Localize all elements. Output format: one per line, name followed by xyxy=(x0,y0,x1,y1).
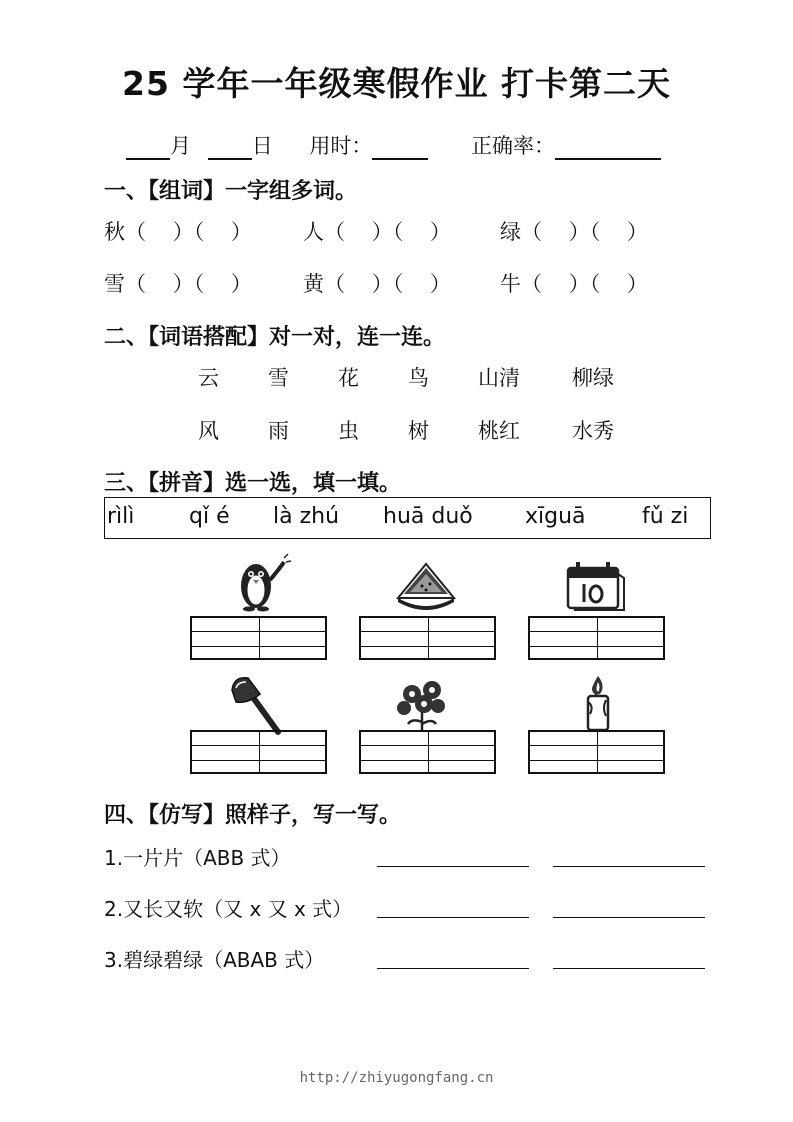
pinyin-option[interactable]: huā duǒ xyxy=(383,504,473,529)
answer-line[interactable] xyxy=(377,968,529,969)
day-label: 日 xyxy=(251,134,273,158)
pinyin-writing-grid[interactable] xyxy=(528,616,665,660)
flower-icon xyxy=(390,672,454,736)
match-word-bottom[interactable]: 水秀 xyxy=(572,419,614,443)
month-label: 月 xyxy=(170,134,191,158)
day-blank[interactable] xyxy=(208,158,252,160)
section2-heading: 二、【词语搭配】对一对，连一连。 xyxy=(104,325,446,350)
imitation-question-1: 1.一片片（ABB 式） xyxy=(104,846,291,870)
match-word-bottom[interactable]: 虫 xyxy=(338,419,359,443)
word-group-item: 人（ ）（ ） xyxy=(303,220,451,244)
match-word-top[interactable]: 云 xyxy=(198,366,219,390)
candle-icon xyxy=(566,672,630,736)
calendar-icon xyxy=(562,556,626,620)
match-word-top[interactable]: 山清 xyxy=(478,366,520,390)
match-word-bottom[interactable]: 树 xyxy=(408,419,429,443)
axe-icon xyxy=(226,672,290,736)
section3-heading: 三、【拼音】选一选，填一填。 xyxy=(104,471,402,496)
pinyin-option[interactable]: là zhú xyxy=(273,504,340,529)
header-line xyxy=(126,130,661,160)
answer-line[interactable] xyxy=(377,866,529,867)
match-word-bottom[interactable]: 风 xyxy=(198,419,219,443)
word-group-item: 黄（ ）（ ） xyxy=(303,272,451,296)
penguin-icon xyxy=(228,550,292,614)
section4-heading: 四、【仿写】照样子，写一写。 xyxy=(104,803,402,828)
answer-line[interactable] xyxy=(553,866,705,867)
answer-line[interactable] xyxy=(553,917,705,918)
pinyin-option[interactable]: xīguā xyxy=(525,504,586,529)
footer-url[interactable]: http://zhiyugongfang.cn xyxy=(299,1070,494,1086)
time-blank[interactable] xyxy=(372,158,428,160)
match-word-top[interactable]: 柳绿 xyxy=(572,366,614,390)
pinyin-box xyxy=(104,497,711,539)
pinyin-option[interactable]: rìlì xyxy=(107,504,135,529)
month-blank[interactable] xyxy=(126,158,170,160)
imitation-question-3: 3.碧绿碧绿（ABAB 式） xyxy=(104,948,325,972)
imitation-question-2: 2.又长又软（又 x 又 x 式） xyxy=(104,897,353,921)
match-word-bottom[interactable]: 桃红 xyxy=(478,419,520,443)
pinyin-option[interactable]: qǐ é xyxy=(189,504,230,529)
word-group-item: 秋（ ）（ ） xyxy=(104,220,252,244)
pinyin-writing-grid[interactable] xyxy=(359,730,496,774)
page-title: 25 学年一年级寒假作业 打卡第二天 xyxy=(122,64,671,103)
pinyin-writing-grid[interactable] xyxy=(190,616,327,660)
section1-heading: 一、【组词】一字组多词。 xyxy=(104,179,358,204)
word-group-item: 雪（ ）（ ） xyxy=(104,272,252,296)
word-group-item: 牛（ ）（ ） xyxy=(500,272,648,296)
pinyin-writing-grid[interactable] xyxy=(528,730,665,774)
watermelon-icon xyxy=(394,556,458,620)
pinyin-option[interactable]: fǔ zi xyxy=(642,504,689,529)
answer-line[interactable] xyxy=(377,917,529,918)
match-word-bottom[interactable]: 雨 xyxy=(268,419,289,443)
word-group-item: 绿（ ）（ ） xyxy=(500,220,648,244)
time-label: 用时： xyxy=(309,134,373,158)
accuracy-blank[interactable] xyxy=(555,158,661,160)
match-word-top[interactable]: 鸟 xyxy=(408,366,429,390)
pinyin-writing-grid[interactable] xyxy=(359,616,496,660)
accuracy-label: 正确率： xyxy=(471,134,556,158)
answer-line[interactable] xyxy=(553,968,705,969)
match-word-top[interactable]: 雪 xyxy=(268,366,289,390)
pinyin-writing-grid[interactable] xyxy=(190,730,327,774)
match-word-top[interactable]: 花 xyxy=(338,366,359,390)
